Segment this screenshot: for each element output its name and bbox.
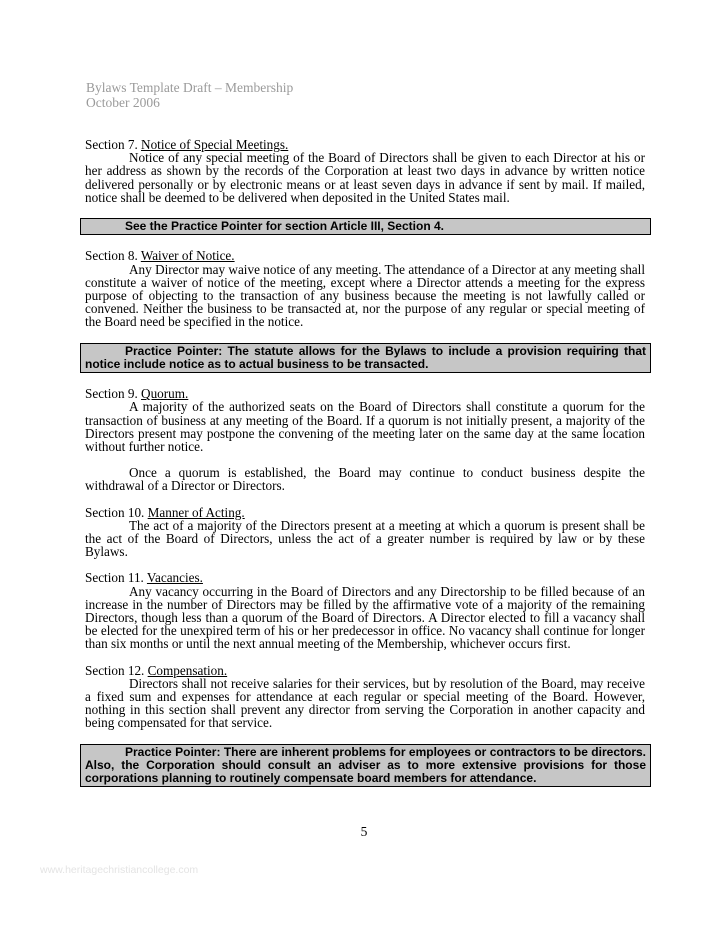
document-header <box>86 80 293 110</box>
section-number: Section 12. <box>85 662 145 678</box>
section-title: Notice of Special Meetings. <box>141 137 289 152</box>
section-title: Waiver of Notice. <box>140 248 235 264</box>
section-11 <box>85 571 645 650</box>
section-heading <box>85 506 645 519</box>
practice-pointer-text: Practice Pointer: The statute allows for the Bylaws to include a provision requiring that notice include notice as to actual business to be transacted. <box>85 343 646 371</box>
section-paragraph: A majority of the authorized seats on the Board of Directors shall constitute a quorum for the transaction of business at any meeting of the Board. If a quorum is not initially present, a majority of the Directors present may postpone the convening of the meeting later on the same day at the same location without further notice. <box>85 399 645 454</box>
practice-pointer-text: Practice Pointer: There are inherent problems for employees or contractors to be directors. Also, the Corporation should consult an adviser as to more extensive provisions for those corporations planning to routinely compensate board members for attendance. <box>85 744 646 786</box>
watermark-text: www.heritagechristiancollege.com <box>40 864 199 876</box>
practice-pointer-box <box>80 218 651 235</box>
section-7 <box>85 138 645 204</box>
section-paragraph: Once a quorum is established, the Board may continue to conduct business despite the withdrawal of a Director or Directors. <box>85 465 645 494</box>
header-title: Bylaws Template Draft – Membership <box>86 80 294 95</box>
section-title: Vacancies. <box>146 570 203 586</box>
section-paragraph: The act of a majority of the Directors present at a meeting at which a quorum is present shall be the act of the Board of Directors, unless the act of a greater number is required by law or by these Bylaws. <box>85 517 645 560</box>
section-title: Compensation. <box>147 662 228 678</box>
section-heading <box>85 571 645 584</box>
practice-pointer-box <box>80 744 651 788</box>
section-title: Manner of Acting. <box>147 504 245 520</box>
practice-pointer-box <box>80 343 651 374</box>
section-9 <box>85 387 645 492</box>
section-heading <box>85 664 645 677</box>
section-8 <box>85 249 645 328</box>
section-12 <box>85 664 645 730</box>
section-paragraph: Any Director may waive notice of any meeting. The attendance of a Director at any meeting shall constitute a waiver of notice of the meeting, except where a Director attends a meeting for the express purpose of objecting to the transaction of any business because the meeting is not lawfully called or convened. Neither the business to be transacted at, nor the purpose of any regular or special meeting of the Board need be specified in the notice. <box>85 261 645 330</box>
section-number: Section 9. <box>85 386 138 402</box>
section-paragraph: Directors shall not receive salaries for their services, but by resolution of the Board, may receive a fixed sum and expenses for attendance at each regular or special meeting of the Board. However, nothing in this section shall prevent any director from serving the Corporation in another capacity and being compensated for that service. <box>85 675 645 731</box>
section-title: Quorum. <box>141 386 189 402</box>
section-10 <box>85 506 645 559</box>
section-number: Section 11. <box>85 570 144 586</box>
section-number: Section 8. <box>85 248 138 264</box>
section-number: Section 7. <box>85 137 138 152</box>
document-body <box>85 138 645 787</box>
section-number: Section 10. <box>85 504 145 520</box>
section-heading <box>85 249 645 262</box>
header-date: October 2006 <box>86 95 160 110</box>
section-paragraph: Notice of any special meeting of the Board of Directors shall be given to each Director at his or her address as shown by the records of the Corporation at least two days in advance by written notice delivered personally or by electronic means or at least seven days in advance if sent by mail. If mailed, notice shall be deemed to be delivered when deposited in the United States mail. <box>85 150 645 205</box>
practice-pointer-text: See the Practice Pointer for section Article III, Section 4. <box>125 219 444 234</box>
page-number: 5 <box>360 824 368 839</box>
section-paragraph: Any vacancy occurring in the Board of Directors and any Directorship to be filled because of an increase in the number of Directors may be filled by the affirmative vote of a majority of the remaining Directors, though less than a quorum of the Board of Directors. A Director elected to fill a vacancy shall be elected for the unexpired term of his or her predecessor in office. No vacancy shall continue for longer than six months or until the next annual meeting of the Membership, whichever occurs first. <box>85 583 645 652</box>
